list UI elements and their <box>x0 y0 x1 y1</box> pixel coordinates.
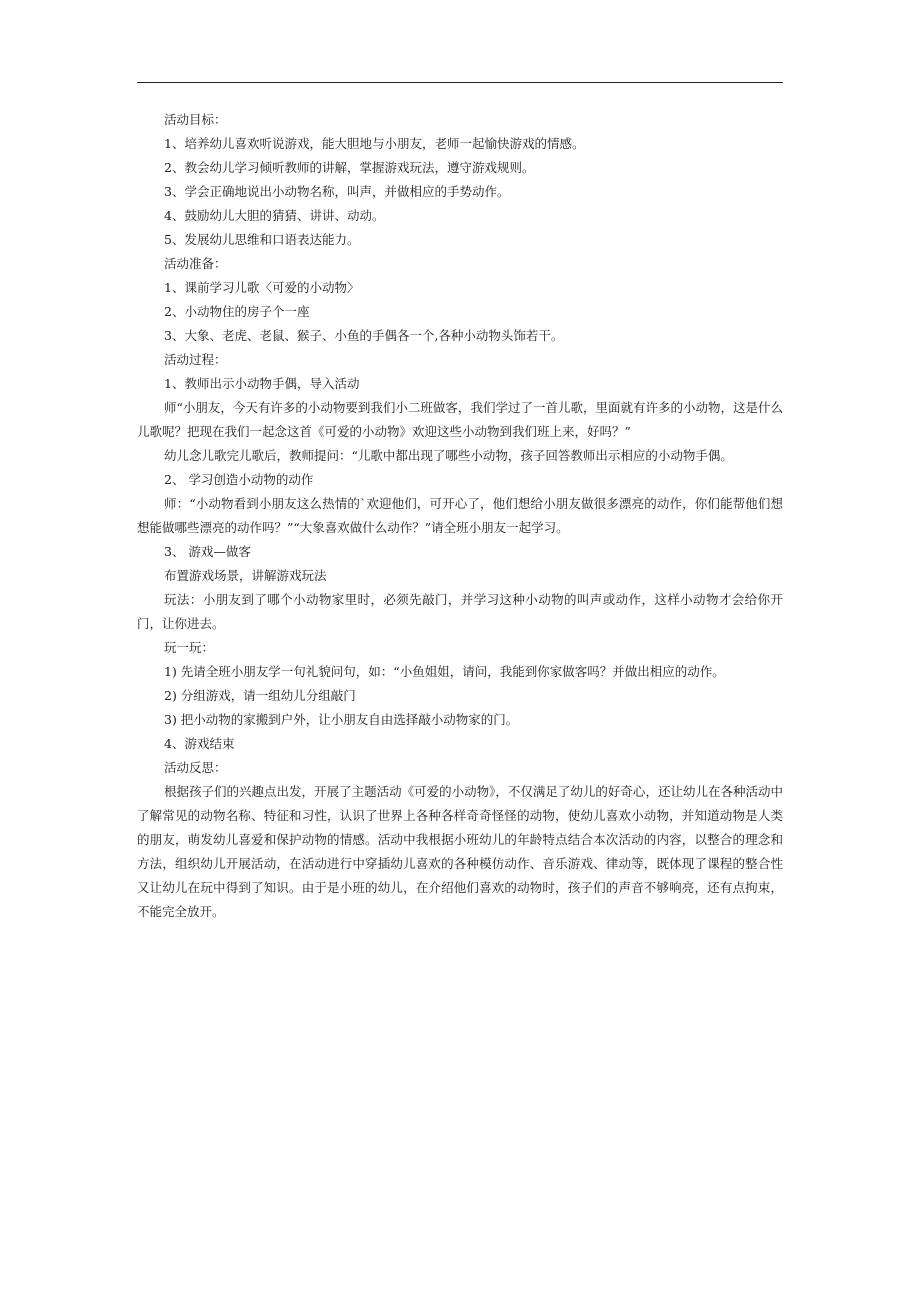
heading-reflection: 活动反思： <box>164 760 227 775</box>
process-paragraph: 玩一玩： <box>164 640 215 655</box>
process-step: 4、游戏结束 <box>164 736 235 751</box>
goal-item: 2、教会幼儿学习倾听教师的讲解，掌握游戏玩法，遵守游戏规则。 <box>164 160 535 175</box>
process-paragraph: 师“小朋友，今天有许多的小动物要到我们小二班做客，我们学过了一首儿歌，里面就有许多的小动物，这是什么儿歌呢？把现在我们一起念这首《可爱的小动物》欢迎这些小动物到我们班上来，好吗？” <box>137 400 783 439</box>
preparation-item: 3、大象、老虎、老鼠、猴子、小鱼的手偶各一个,各种小动物头饰若干。 <box>164 328 564 343</box>
reflection-paragraph: 根据孩子们的兴趣点出发，开展了主题活动《可爱的小动物》，不仅满足了幼儿的好奇心，还让幼儿在各种活动中了解常见的动物名称、特征和习性，认识了世界上各种各样奇奇怪怪的动物，使幼儿喜欢小动物，并知道动物是人类的朋友，萌发幼儿喜爱和保护动物的情感。活动中我根据小班幼儿的年龄特点结合本次活动的内容，以整合的理念和方法，组织幼儿开展活动，在活动进行中穿插幼儿喜欢的各种模仿动作、音乐游戏、律动等，既体现了课程的整合性又让幼儿在玩中得到了知识。由于是小班的幼儿，在介绍他们喜欢的动物时，孩子们的声音不够响亮，还有点拘束，不能完全放开。 <box>137 784 783 919</box>
preparation-item: 2、小动物住的房子个一座 <box>164 304 310 319</box>
process-paragraph: 幼儿念儿歌完儿歌后，教师提问：“儿歌中都出现了哪些小动物，孩子回答教师出示相应的小动物手偶。 <box>164 448 733 463</box>
goal-item: 5、发展幼儿思维和口语表达能力。 <box>164 232 360 247</box>
heading-goals: 活动目标： <box>164 112 227 127</box>
process-step: 2、 学习创造小动物的动作 <box>164 472 314 487</box>
play-item: 2) 分组游戏，请一组幼儿分组敲门 <box>164 688 356 703</box>
process-paragraph: 师：“小动物看到小朋友这么热情的`欢迎他们，可开心了，他们想给小朋友做很多漂亮的动作，你们能帮他们想想能做哪些漂亮的动作吗？”“大象喜欢做什么动作？”请全班小朋友一起学习。 <box>137 496 783 535</box>
goal-item: 4、鼓励幼儿大胆的猜猜、讲讲、动动。 <box>164 208 385 223</box>
header-rule <box>137 82 783 83</box>
play-item: 3) 把小动物的家搬到户外，让小朋友自由选择敲小动物家的门。 <box>164 712 519 727</box>
document-body <box>137 108 783 924</box>
process-step: 1、教师出示小动物手偶，导入活动 <box>164 376 360 391</box>
process-paragraph: 玩法：小朋友到了哪个小动物家里时，必须先敲门，并学习这种小动物的叫声或动作，这样小动物才会给你开门，让你进去。 <box>137 592 783 631</box>
play-item: 1) 先请全班小朋友学一句礼貌问句，如：“小鱼姐姐，请问，我能到你家做客吗？并做出相应的动作。 <box>164 664 725 679</box>
goal-item: 3、学会正确地说出小动物名称，叫声，并做相应的手势动作。 <box>164 184 510 199</box>
preparation-item: 1、课前学习儿歌〈可爱的小动物〉 <box>164 280 360 295</box>
process-paragraph: 布置游戏场景，讲解游戏玩法 <box>164 568 327 583</box>
goal-item: 1、培养幼儿喜欢听说游戏，能大胆地与小朋友，老师一起愉快游戏的情感。 <box>164 136 585 151</box>
heading-process: 活动过程： <box>164 352 227 367</box>
heading-preparation: 活动准备： <box>164 256 227 271</box>
process-step: 3、 游戏—做客 <box>164 544 251 559</box>
